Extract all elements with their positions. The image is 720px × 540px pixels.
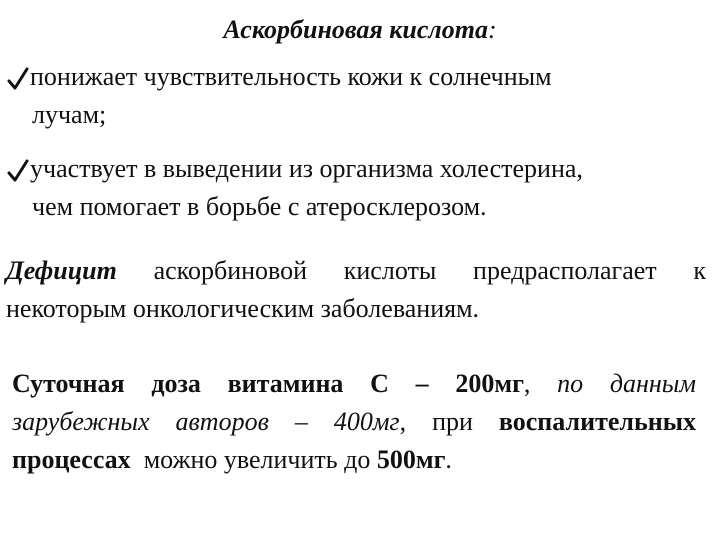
deficit-text: аскорбиновой кислоты предрасполагает к bbox=[116, 256, 706, 285]
dose-separator-2: , при bbox=[399, 407, 499, 436]
deficit-line-1 bbox=[6, 252, 706, 290]
max-dose-text: 500мг bbox=[376, 445, 446, 474]
bullet-text-line: участвует в выведении из организма холестерина, bbox=[30, 154, 583, 183]
title-text: Аскорбиновая кислота bbox=[223, 15, 488, 44]
dose-end: . bbox=[445, 445, 452, 474]
dose-line-1 bbox=[12, 365, 696, 403]
bullet-text-line: лучам; bbox=[32, 100, 107, 129]
checkmark-icon bbox=[6, 150, 30, 188]
dose-line-2 bbox=[12, 403, 696, 441]
slide-title bbox=[0, 14, 720, 46]
checkmark-icon bbox=[6, 58, 30, 96]
foreign-authors-text-1: по данным bbox=[557, 369, 696, 398]
bullet-text-line: понижает чувствительность кожи к солнечным bbox=[30, 62, 552, 91]
increase-text: можно увеличить до bbox=[130, 445, 377, 474]
title-colon: : bbox=[487, 15, 497, 44]
bullet-item-skin bbox=[6, 58, 706, 134]
bullet-text-line: чем помогает в борьбе с атеросклерозом. bbox=[32, 192, 487, 221]
deficit-paragraph bbox=[6, 252, 706, 328]
dose-separator: , bbox=[523, 369, 558, 398]
foreign-authors-text-2: зарубежных авторов – 400мг bbox=[12, 407, 400, 436]
deficit-term: Дефицит bbox=[6, 256, 117, 285]
dose-line-3 bbox=[12, 441, 696, 479]
daily-dose-text: Суточная доза витамина С – 200мг bbox=[12, 369, 524, 398]
dose-paragraph bbox=[12, 365, 696, 479]
inflammatory-text: воспалительных bbox=[498, 407, 696, 436]
processes-text: процессах bbox=[12, 445, 131, 474]
deficit-line-2: некоторым онкологическим заболеваниям. bbox=[6, 294, 480, 323]
bullet-item-cholesterol bbox=[6, 150, 706, 226]
